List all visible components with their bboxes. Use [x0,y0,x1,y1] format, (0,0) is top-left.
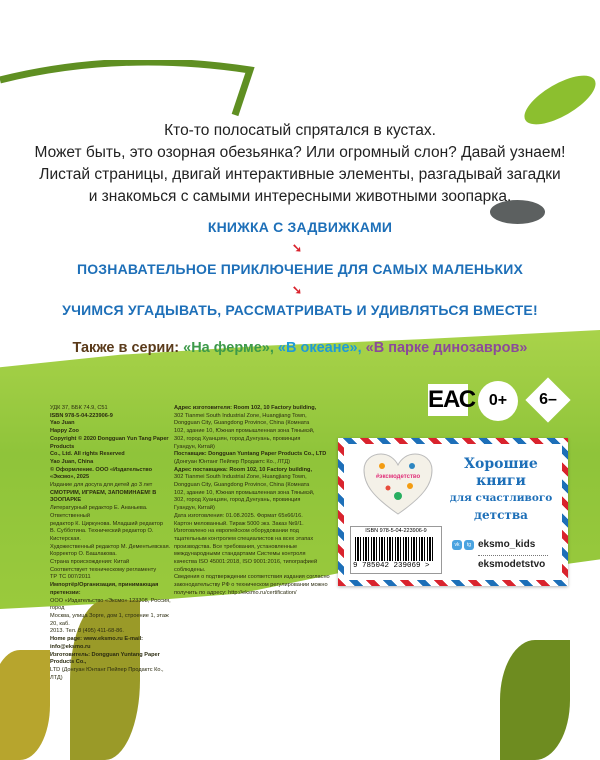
legal-line: 102, здание 10, Южная промышленная зона Тяньмэй, [174,428,315,435]
legal-line: международными стандартами Системы контроля [174,551,306,558]
intro-line: и знакомься с самыми интересными животными зоопарка. [88,188,512,205]
legal-line: Адрес изготовителя: Room 102, 10 Factory building, [174,405,317,411]
vk-icon: vk [452,540,462,550]
legal-line: Гуандун, Китай) [174,505,215,512]
feature-line: ПОЗНАВАТЕЛЬНОЕ ПРИКЛЮЧЕНИЕ ДЛЯ САМЫХ МАЛЕНЬКИХ [76,261,524,277]
social-handle: eksmo_kids [478,539,536,550]
arrow-icon: ➘ [292,241,303,255]
intro-line: Может быть, это озорная обезьянка? Или огромный слон? Давай узнаем! [34,144,566,161]
legal-line: © Оформление. ООО «Издательство «Эксмо», 2025 [50,466,153,481]
legal-line: Поставщик: Dongguan Yuntang Paper Products Co., LTD [174,451,327,458]
legal-line: В. Субботина. Технический редактор О. Кистерская. [50,528,154,542]
feature-line: УЧИМСЯ УГАДЫВАТЬ, РАССМАТРИВАТЬ И УДИВЛЯТЬСЯ ВМЕСТЕ! [62,302,538,318]
intro-text [10,120,590,208]
legal-line: Copyright © 2020 Dongguan Yun Tang Paper Products [50,435,169,450]
legal-line: Изготовитель: Dongguan Yuntang Paper Products Co., [50,651,160,666]
isbn-text: ISBN 978-5-04-223906-9 [365,528,427,534]
legal-line: Co., Ltd. All rights Reserved [50,451,125,458]
legal-line: 102, здание 10, Южная промышленная зона Тяньмэй, [174,489,315,496]
legal-info-left [50,405,172,682]
legal-line: Дата изготовления: 01.08.2025. Формат 65x66/16. [174,512,303,519]
legal-line: ISBN 978-5-04-223906-9 [50,412,113,419]
legal-line: LTD (Донгуан Юнтанг Пейпер Продактс Ко., ЛТД) [50,666,164,681]
legal-line: редактор К. Циркунова. Младший редактор [50,520,163,527]
series-label: Также в серии: [72,340,184,356]
legal-line: (Донгуан Юнтанг Пейпер Продактс Ко., ЛТД) [174,458,290,465]
slogan [440,456,562,524]
arrow-icon: ➘ [292,283,303,297]
intro-line: Листай страницы, двигай интерактивные элементы, разгадывай загадки [39,166,561,183]
legal-line: Соответствует техническому регламенту [50,566,157,573]
divider [478,555,548,556]
barcode-box [350,526,442,574]
feature-line: КНИЖКА С ЗАДВИЖКАМИ [207,219,393,235]
hashtag: #эксмодетство [375,474,421,480]
series-title: «В парке динозавров» [365,340,528,356]
legal-line: законодательству РФ о техническом регулировании можно [174,582,328,589]
legal-line: ТР ТС 007/2011 [50,574,91,581]
slogan-line: детства [474,508,528,522]
legal-line: Гуандун, Китай) [174,443,215,450]
slogan-line: для счастливого [449,492,553,504]
plant-leaf-left [0,650,50,760]
legal-line: получить по адресу: http://eksmo.ru/certification/ [174,589,297,596]
legal-line: Импортёр/Организация, принимающая претензии: [50,582,159,596]
telegram-icon: tg [464,540,474,550]
slogan-line: книги [476,473,526,489]
legal-line: Москва, улица Зорге, дом 1, строение 1, этаж 20, каб. [50,612,169,627]
legal-line: Yao Juan [50,420,75,427]
barcode-number: 9 785042 239069 > [353,562,430,570]
legal-line: Happy Zoo [50,428,79,435]
slogan-line: Хорошие [464,456,538,472]
barcode [355,537,435,561]
eac-mark: ЕАС [428,384,468,416]
legal-line: производства. Все требования, установленные [174,543,298,550]
legal-line: Изготовлено на европейском оборудовании под [174,528,299,535]
legal-line: Художественный редактор М. Дементьевская. [50,543,171,550]
plant-bush-right [500,640,570,760]
legal-info-right [174,405,334,598]
series-title: «На ферме», [183,340,274,356]
legal-line: Адрес поставщика: Room 102, 10 Factory building, [174,466,312,473]
legal-line: Home page: www.eksmo.ru E-mail: info@eksmo.ru [50,636,144,650]
social-handle: eksmodetstvo [478,559,546,570]
heart-logo-icon [362,452,434,516]
envelope-card [338,438,568,586]
legal-line: УДК 37, ББК 74.9, С51 [50,405,108,411]
age-rating-2: 6– [539,391,557,408]
legal-line: 2013. Тел. 8 (495) 411-68-86. [50,628,124,635]
series-line [0,340,600,356]
legal-line: тщательным контролем специалистов на всех этапах [174,535,314,542]
legal-line: соблюдены. [174,566,206,573]
series-title: «В океане», [277,340,362,356]
age-rating: 0+ [478,381,518,421]
legal-line: Картон мелованный. Тираж 5000 экз. Заказ №9/1. [174,520,304,527]
legal-line: Издание для досуга для детей до 3 лет [50,482,153,489]
legal-line: качества ISO 45001:2018, ISO 9001:2016, типографией [174,559,318,566]
legal-line: 302 Tianmei South Industrial Zone, Huangjiang Town, [174,412,307,419]
legal-line: Yao Juan, China [50,458,94,465]
legal-line: Корректор О. Башлакова. [50,551,117,558]
intro-line: Кто-то полосатый спрятался в кустах. [164,122,436,139]
legal-line: 302, город Хуанцзян, город Дунгуань, провинция [174,435,301,442]
legal-line: Dongguan City, Guangdong Province, China (Комната [174,420,310,427]
legal-line: СМОТРИМ, ИГРАЕМ, ЗАПОМИНАЕМ! В ЗООПАРКЕ [50,489,157,504]
legal-line: Страна происхождения: Китай [50,559,130,566]
legal-line: 302, город Хуанцзян, город Дунгуань, провинция [174,497,301,504]
legal-line: Литературный редактор Е. Ананьева. Ответственный [50,505,148,519]
legal-line: ООО «Издательство «Эксмо» 123308, Россия, город [50,597,171,612]
legal-line: Dongguan City, Guangdong Province, China (Комната [174,482,310,489]
legal-line: Сведения о подтверждении соответствия издания согласно [174,574,330,581]
legal-line: 302 Tianmei South Industrial Zone, Huangjiang Town, [174,474,307,481]
